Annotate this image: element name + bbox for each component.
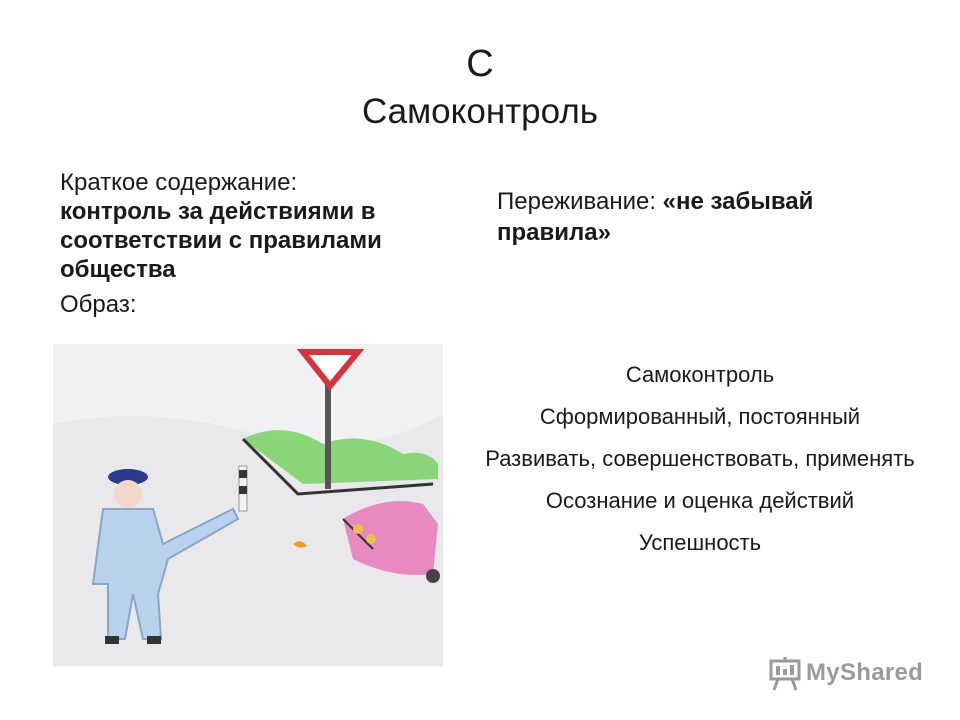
- experience-block: [497, 186, 897, 248]
- list-item: Развивать, совершенствовать, применять: [485, 446, 915, 471]
- title-text: Самоконтроль: [361, 92, 598, 131]
- summary-block: [60, 168, 450, 319]
- title-letter: С: [466, 43, 494, 85]
- sign-post: [325, 384, 331, 489]
- list-item: Сформированный, постоянный: [539, 404, 861, 429]
- watermark-text: MyShared: [806, 659, 924, 686]
- experience-text: «не забывай правила»: [497, 188, 814, 246]
- slide-title: [0, 42, 960, 134]
- image-label: Образ:: [60, 291, 137, 318]
- list-item: Осознание и оценка действий: [545, 488, 855, 513]
- list-item: Самоконтроль: [625, 362, 775, 387]
- list-item: Успешность: [638, 530, 762, 555]
- watermark: [768, 656, 938, 696]
- presentation-board-icon: [768, 656, 802, 692]
- child-drawing: [53, 344, 443, 666]
- traffic-baton: [239, 466, 247, 511]
- keywords-list: [480, 358, 920, 568]
- summary-paragraph: [60, 168, 450, 284]
- summary-label: Краткое содержание:: [60, 169, 298, 196]
- summary-text: контроль за действиями в соответствии с правилами общества: [60, 198, 382, 283]
- experience-label: Переживание:: [497, 188, 656, 215]
